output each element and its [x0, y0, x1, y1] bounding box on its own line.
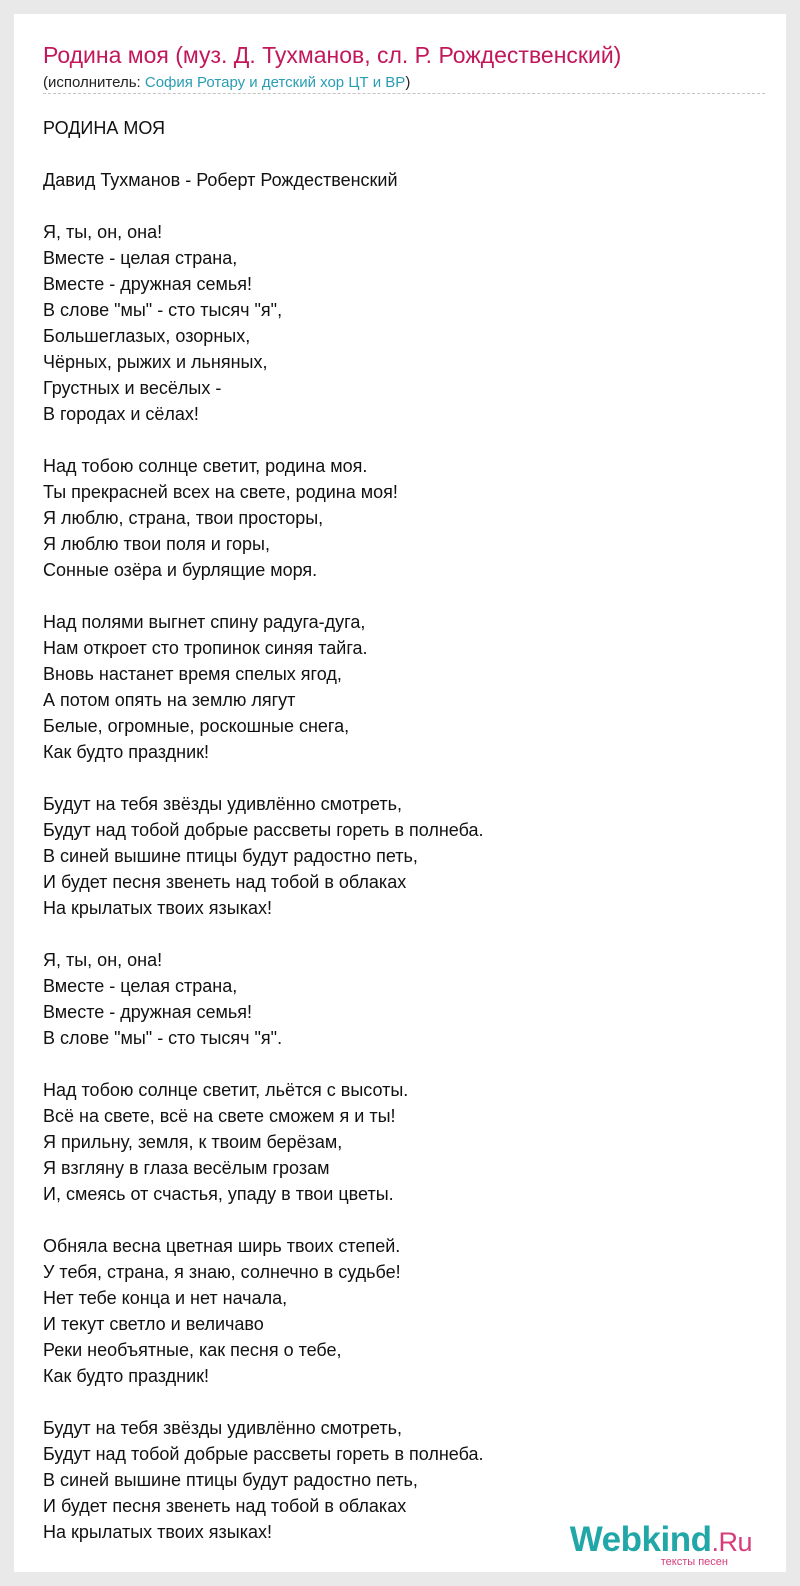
blank-line: [43, 1207, 763, 1233]
lyric-line: Как будто праздник!: [43, 742, 210, 762]
lyric-line: Сонные озёра и бурлящие моря.: [43, 560, 318, 580]
lyric-line: И текут светло и величаво: [43, 1314, 264, 1334]
lyric-line: Белые, огромные, роскошные снега,: [43, 716, 350, 736]
lyric-line: Реки необъятные, как песня о тебе,: [43, 1340, 342, 1360]
lyric-line: Я, ты, он, она!: [43, 222, 163, 242]
logo-tld: .Ru: [711, 1527, 752, 1557]
lyric-line: И будет песня звенеть над тобой в облаках: [43, 1496, 407, 1516]
lyrics-page: [14, 14, 786, 1572]
lyric-line: Нам откроет сто тропинок синяя тайга.: [43, 638, 368, 658]
lyric-line: Я люблю, страна, твои просторы,: [43, 508, 324, 528]
site-logo[interactable]: [569, 1520, 752, 1568]
performer-suffix: ): [405, 74, 411, 91]
divider: [43, 93, 765, 94]
blank-line: [43, 1389, 763, 1415]
lyric-line: Будут над тобой добрые рассветы гореть в полнеба.: [43, 820, 484, 840]
lyric-line: Будут над тобой добрые рассветы гореть в полнеба.: [43, 1444, 484, 1464]
logo-wordmark: [570, 1522, 752, 1560]
blank-line: [43, 1051, 763, 1077]
lyric-line: Вместе - дружная семья!: [43, 1002, 253, 1022]
lyric-line: Я взгляну в глаза весёлым грозам: [43, 1158, 330, 1178]
lyric-line: Над тобою солнце светит, родина моя.: [43, 456, 368, 476]
lyric-line: Я люблю твои поля и горы,: [43, 534, 270, 554]
blank-line: [43, 921, 763, 947]
performer-link[interactable]: София Ротару и детский хор ЦТ и ВР: [144, 74, 406, 91]
lyric-line: В городах и сёлах!: [43, 404, 199, 424]
lyric-line: Грустных и весёлых -: [43, 378, 222, 398]
lyric-line: У тебя, страна, я знаю, солнечно в судьбе!: [43, 1262, 401, 1282]
lyric-line: В слове "мы" - сто тысяч "я".: [43, 1028, 283, 1048]
lyric-line: Чёрных, рыжих и льняных,: [43, 352, 268, 372]
lyric-line: Вновь настанет время спелых ягод,: [43, 664, 342, 684]
lyric-line: И, смеясь от счастья, упаду в твои цветы.: [43, 1184, 394, 1204]
blank-line: [43, 583, 763, 609]
lyric-line: Как будто праздник!: [43, 1366, 210, 1386]
blank-line: [43, 765, 763, 791]
lyric-line: Обняла весна цветная ширь твоих степей.: [43, 1236, 401, 1256]
lyric-line: На крылатых твоих языках!: [43, 898, 273, 918]
lyric-line: Вместе - дружная семья!: [43, 274, 253, 294]
lyric-line: А потом опять на землю лягут: [43, 690, 296, 710]
lyric-line: На крылатых твоих языках!: [43, 1522, 273, 1542]
lyric-line: Над полями выгнет спину радуга-дуга,: [43, 612, 366, 632]
performer-prefix: (исполнитель:: [43, 74, 145, 91]
lyric-line: Большеглазых, озорных,: [43, 326, 251, 346]
lyric-line: В синей вышине птицы будут радостно петь,: [43, 846, 418, 866]
lyric-line: Ты прекрасней всех на свете, родина моя!: [43, 482, 398, 502]
lyric-line: Над тобою солнце светит, льётся с высоты.: [43, 1080, 409, 1100]
lyric-line: В слове "мы" - сто тысяч "я",: [43, 300, 283, 320]
lyric-line: Вместе - целая страна,: [43, 976, 238, 996]
lyric-line: Будут на тебя звёзды удивлённо смотреть,: [43, 1418, 402, 1438]
lyric-line: В синей вышине птицы будут радостно петь,: [43, 1470, 418, 1490]
lyric-line: Я прильну, земля, к твоим берёзам,: [43, 1132, 343, 1152]
lyric-line: Будут на тебя звёзды удивлённо смотреть,: [43, 794, 402, 814]
lyric-line: Давид Тухманов - Роберт Рождественский: [43, 170, 398, 190]
lyric-line: И будет песня звенеть над тобой в облаках: [43, 872, 407, 892]
lyric-line: Нет тебе конца и нет начала,: [43, 1288, 288, 1308]
lyrics-text: [43, 115, 763, 1545]
lyric-line: Всё на свете, всё на свете сможем я и ты!: [43, 1106, 396, 1126]
logo-tagline: тексты песен: [660, 1556, 728, 1568]
logo-main-text: Webkind: [569, 1520, 712, 1559]
blank-line: [43, 427, 763, 453]
song-title: Родина моя (муз. Д. Тухманов, сл. Р. Рождественский): [43, 42, 622, 68]
lyric-line: Вместе - целая страна,: [43, 248, 238, 268]
blank-line: [43, 193, 763, 219]
lyric-line: РОДИНА МОЯ: [43, 118, 165, 138]
lyric-line: Я, ты, он, она!: [43, 950, 163, 970]
blank-line: [43, 141, 763, 167]
performer-line: [43, 74, 410, 91]
